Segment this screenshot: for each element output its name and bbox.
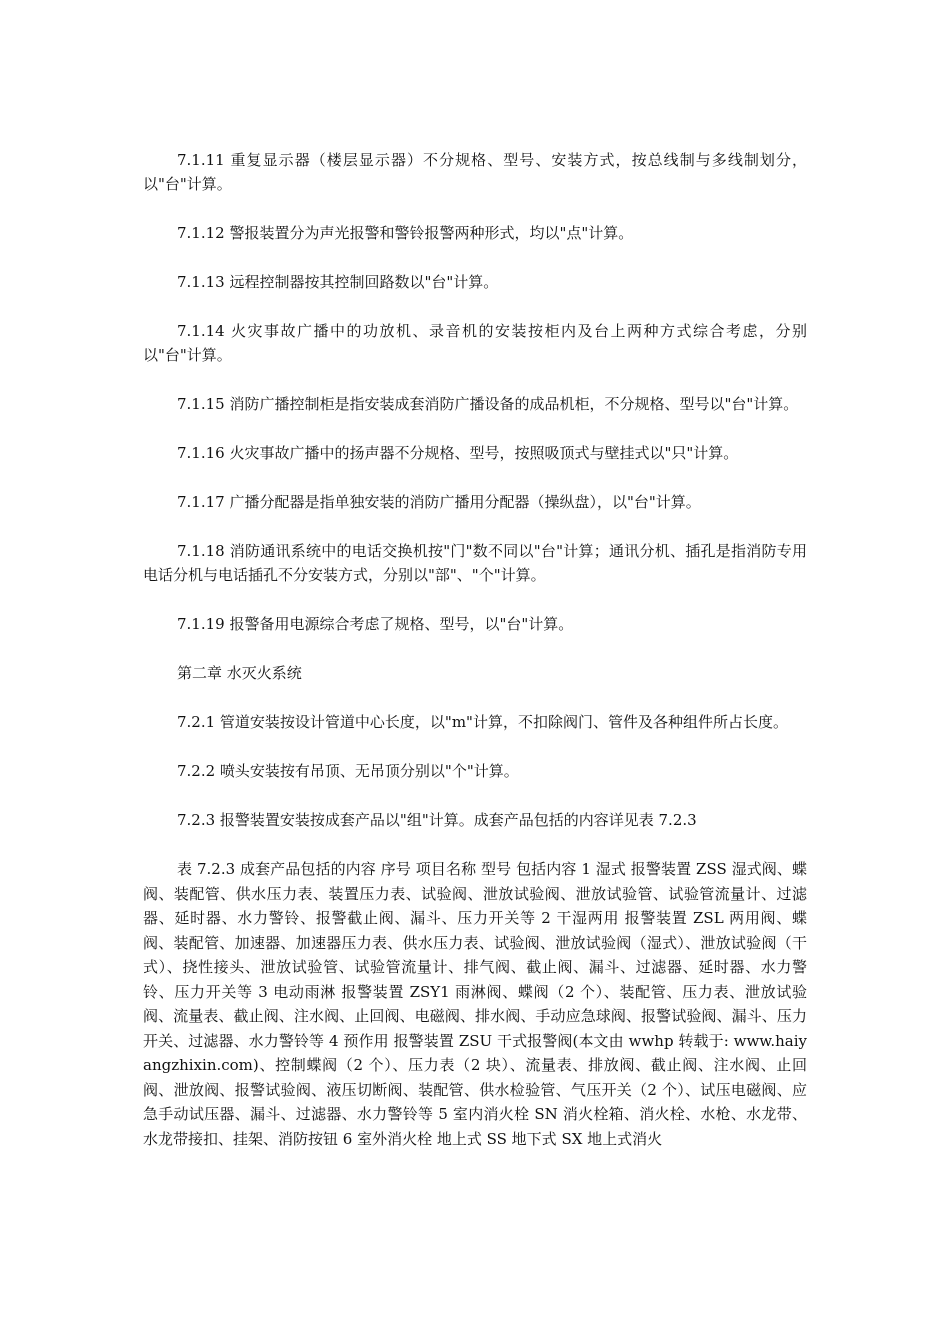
document-page xyxy=(143,148,807,1176)
paragraph-7-2-2: 7.2.2 喷头安装按有吊顶、无吊顶分别以"个"计算。 xyxy=(177,762,519,780)
paragraph-7-1-12: 7.1.12 警报装置分为声光报警和警铃报警两种形式，均以"点"计算。 xyxy=(177,224,634,242)
table-7-2-3-text: 表 7.2.3 成套产品包括的内容 序号 项目名称 型号 包括内容 1 湿式 报警装置 ZSS 湿式阀、蝶阀、装配管、供水压力表、装置压力表、试验阀、泄放试验阀、泄放试验管、试验管流量计、过滤器、延时器、水力警铃、报警截止阀、漏斗、压力开关等 2 干湿两用 报警装置 ZSL 两用阀、蝶阀、装配管、加速器、加速器压力表、供水压力表、试验阀、泄放试验阀（湿式）、泄放试验阀（干式）、挠性接头、泄放试验管、试验管流量计、排气阀、截止阀、漏斗、过滤器、延时器、水力警铃、压力开关等 3 电动雨淋 报警装置 ZSY1 雨淋阀、蝶阀（2 个）、装配管、压力表、泄放试验阀、流量表、截止阀、注水阀、止回阀、电磁阀、排水阀、手动应急球阀、报警试验阀、漏斗、压力开关、过滤器、水力警铃等 4 预作用 报警装置 ZSU 干式报警阀(本文由 wwhp 转载于: www.haiyangzhixin.com)、控制蝶阀（2 个）、压力表（2 块）、流量表、排放阀、截止阀、注水阀、止回阀、泄放阀、报警试验阀、液压切断阀、装配管、供水检验管、气压开关（2 个）、试压电磁阀、应急手动试压器、漏斗、过滤器、水力警铃等 5 室内消火栓 SN 消火栓箱、消火栓、水枪、水龙带、水龙带接扣、挂架、消防按钮 6 室外消火栓 地上式 SS 地下式 SX 地上式消火 xyxy=(143,860,807,1148)
paragraph-7-1-15: 7.1.15 消防广播控制柜是指安装成套消防广播设备的成品机柜，不分规格、型号以"台"计算。 xyxy=(177,395,799,413)
paragraph-7-1-16: 7.1.16 火灾事故广播中的扬声器不分规格、型号，按照吸顶式与壁挂式以"只"计算。 xyxy=(177,444,739,462)
paragraph-7-1-19: 7.1.19 报警备用电源综合考虑了规格、型号，以"台"计算。 xyxy=(177,615,574,633)
paragraph-7-2-1: 7.2.1 管道安装按设计管道中心长度，以"m"计算，不扣除阀门、管件及各种组件所占长度。 xyxy=(177,713,788,731)
paragraph-7-1-17: 7.1.17 广播分配器是指单独安装的消防广播用分配器（操纵盘），以"台"计算。 xyxy=(177,493,701,511)
chapter-heading: 第二章 水灭火系统 xyxy=(177,664,302,682)
paragraph-7-2-3: 7.2.3 报警装置安装按成套产品以"组"计算。成套产品包括的内容详见表 7.2.3 xyxy=(177,811,697,829)
paragraph-7-1-11: 7.1.11 重复显示器（楼层显示器）不分规格、型号、安装方式，按总线制与多线制划分，以"台"计算。 xyxy=(143,151,807,193)
paragraph-7-1-13: 7.1.13 远程控制器按其控制回路数以"台"计算。 xyxy=(177,273,499,291)
paragraph-7-1-14: 7.1.14 火灾事故广播中的功放机、录音机的安装按柜内及台上两种方式综合考虑，分别以"台"计算。 xyxy=(143,322,807,364)
paragraph-7-1-18: 7.1.18 消防通讯系统中的电话交换机按"门"数不同以"台"计算；通讯分机、插孔是指消防专用电话分机与电话插孔不分安装方式，分别以"部"、"个"计算。 xyxy=(143,542,807,584)
